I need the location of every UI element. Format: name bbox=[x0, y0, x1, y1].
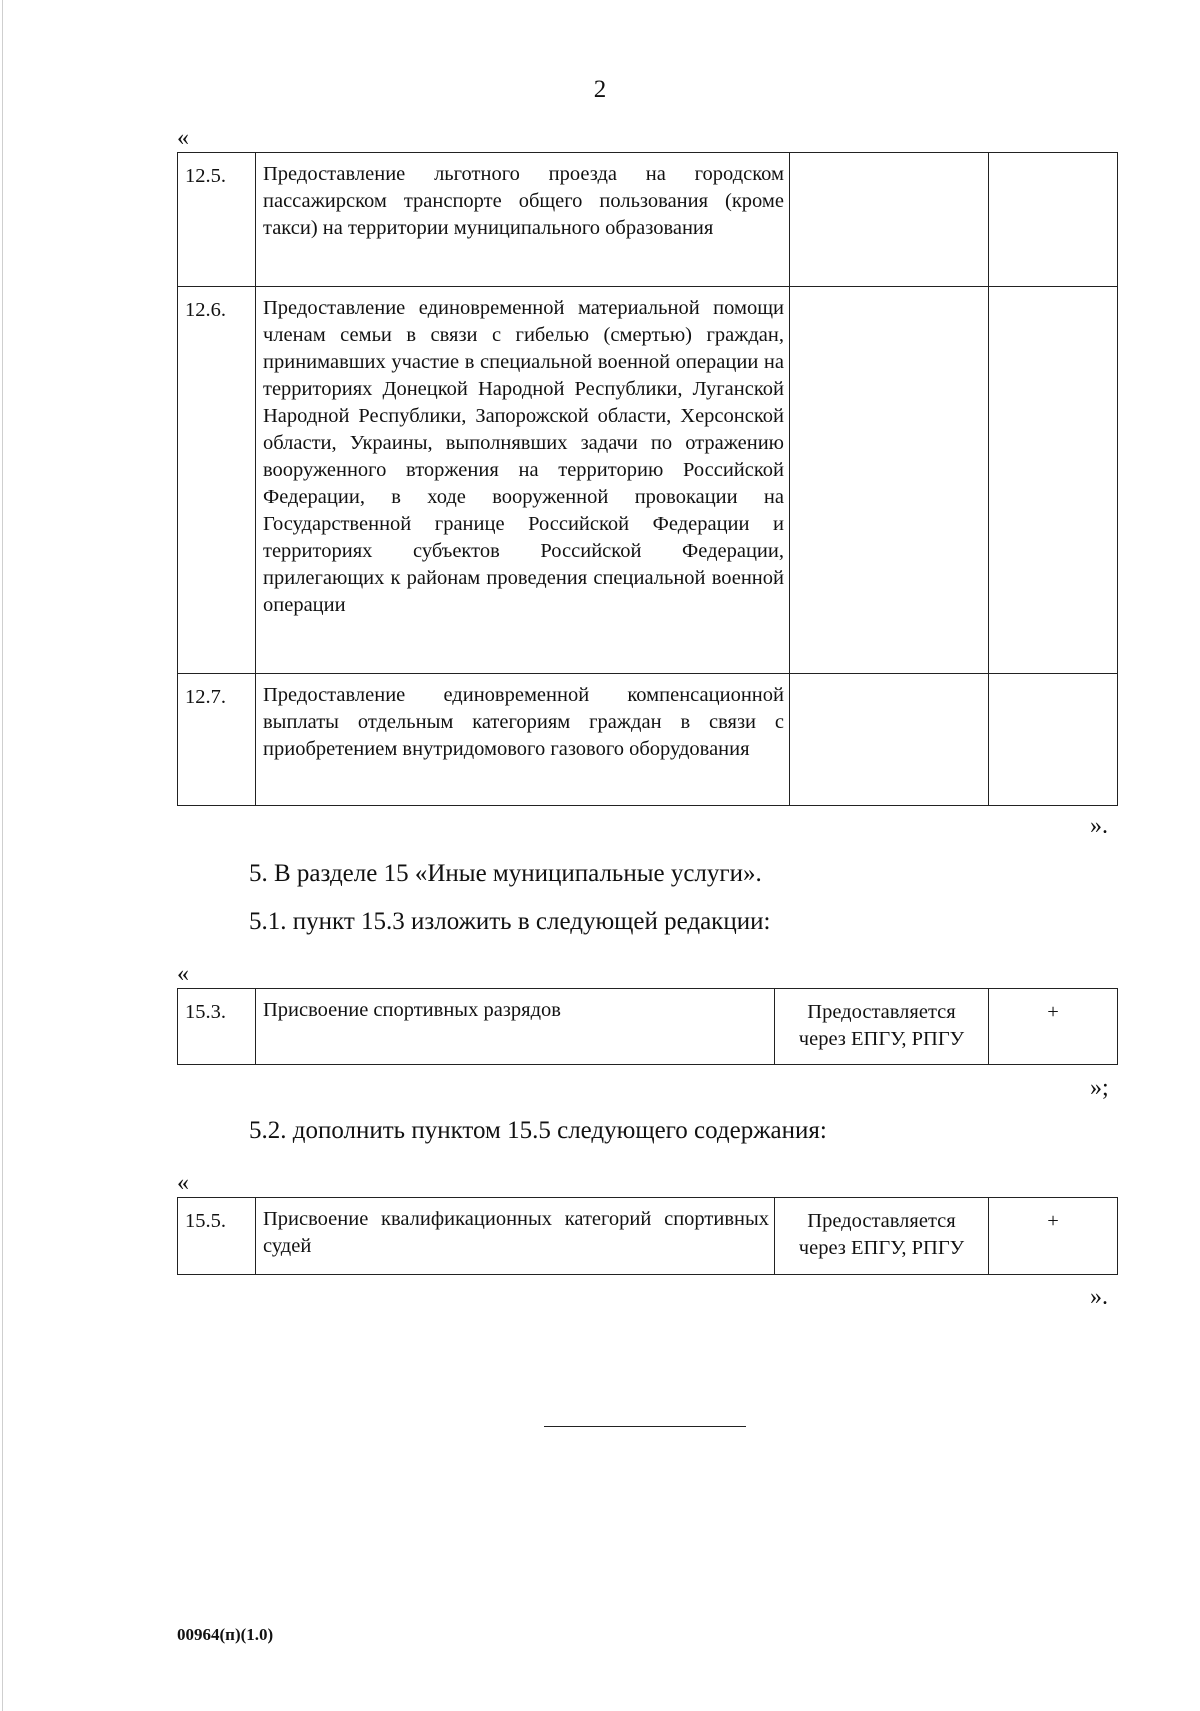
table-row-12-7 bbox=[178, 674, 1118, 806]
open-quote-table-12: « bbox=[177, 125, 189, 151]
open-quote-table-15-5: « bbox=[177, 1170, 189, 1196]
row-description: Предоставление единовременной материальной помощи членам семьи в связи с гибелью (смертью) граждан, принимавших участие в специальной военной операции на территориях Донецкой Народной Республики, Луганской Народной Республики, Запорожской области, Херсонской области, Украины, выполнявших задачи по отражению вооруженного вторжения на территорию Российской Федерации, в ходе вооруженной провокации на Государственной границе Российской Федерации и территориях субъектов Российской Федерации, прилегающих к районам проведения специальной военной операции bbox=[256, 287, 790, 674]
close-quote-table-15-5: ». bbox=[1090, 1284, 1108, 1310]
cell-empty bbox=[989, 153, 1118, 287]
availability-mark: + bbox=[989, 989, 1118, 1065]
document-code: 00964(п)(1.0) bbox=[177, 1625, 274, 1644]
provision-method-line-2: через ЕПГУ, РПГУ bbox=[798, 1237, 965, 1259]
close-quote-table-15-3: »; bbox=[1090, 1075, 1109, 1101]
open-quote-table-15-3: « bbox=[177, 961, 189, 987]
row-description: Предоставление единовременной компенсационной выплаты отдельным категориям граждан в связи с приобретением внутридомового газового оборудования bbox=[256, 674, 790, 806]
cell-empty bbox=[790, 674, 989, 806]
cell-empty bbox=[790, 287, 989, 674]
cell-empty bbox=[790, 153, 989, 287]
provision-method bbox=[775, 989, 989, 1065]
provision-method-line-1: Предоставляется bbox=[807, 1210, 956, 1232]
end-separator-line bbox=[544, 1426, 746, 1427]
row-number: 12.7. bbox=[178, 674, 256, 806]
table-row-15-5 bbox=[178, 1198, 1118, 1275]
row-description: Предоставление льготного проезда на городском пассажирском транспорте общего пользования (кроме такси) на территории муниципального образования bbox=[256, 153, 790, 287]
paragraph-5-2: 5.2. дополнить пунктом 15.5 следующего содержания: bbox=[249, 1117, 827, 1144]
provision-method-line-2: через ЕПГУ, РПГУ bbox=[798, 1028, 965, 1050]
cell-empty bbox=[989, 287, 1118, 674]
table-row-15-3 bbox=[178, 989, 1118, 1065]
row-number: 12.5. bbox=[178, 153, 256, 287]
row-number: 12.6. bbox=[178, 287, 256, 674]
provision-method-line-1: Предоставляется bbox=[807, 1001, 956, 1023]
row-number: 15.5. bbox=[178, 1198, 256, 1275]
row-number: 15.3. bbox=[178, 989, 256, 1065]
paragraph-5-1: 5.1. пункт 15.3 изложить в следующей редакции: bbox=[249, 908, 771, 935]
row-description: Присвоение спортивных разрядов bbox=[256, 989, 775, 1065]
table-section-12 bbox=[177, 152, 1118, 806]
scan-left-edge bbox=[2, 0, 3, 1711]
page-number: 2 bbox=[593, 76, 607, 103]
close-quote-table-12: ». bbox=[1090, 813, 1108, 839]
table-15-3 bbox=[177, 988, 1118, 1065]
table-row-12-6 bbox=[178, 287, 1118, 674]
availability-mark: + bbox=[989, 1198, 1118, 1275]
table-row-12-5 bbox=[178, 153, 1118, 287]
table-15-5 bbox=[177, 1197, 1118, 1275]
provision-method bbox=[775, 1198, 989, 1275]
paragraph-5: 5. В разделе 15 «Иные муниципальные услуги». bbox=[249, 860, 762, 887]
cell-empty bbox=[989, 674, 1118, 806]
row-description: Присвоение квалификационных категорий спортивных судей bbox=[256, 1198, 775, 1275]
